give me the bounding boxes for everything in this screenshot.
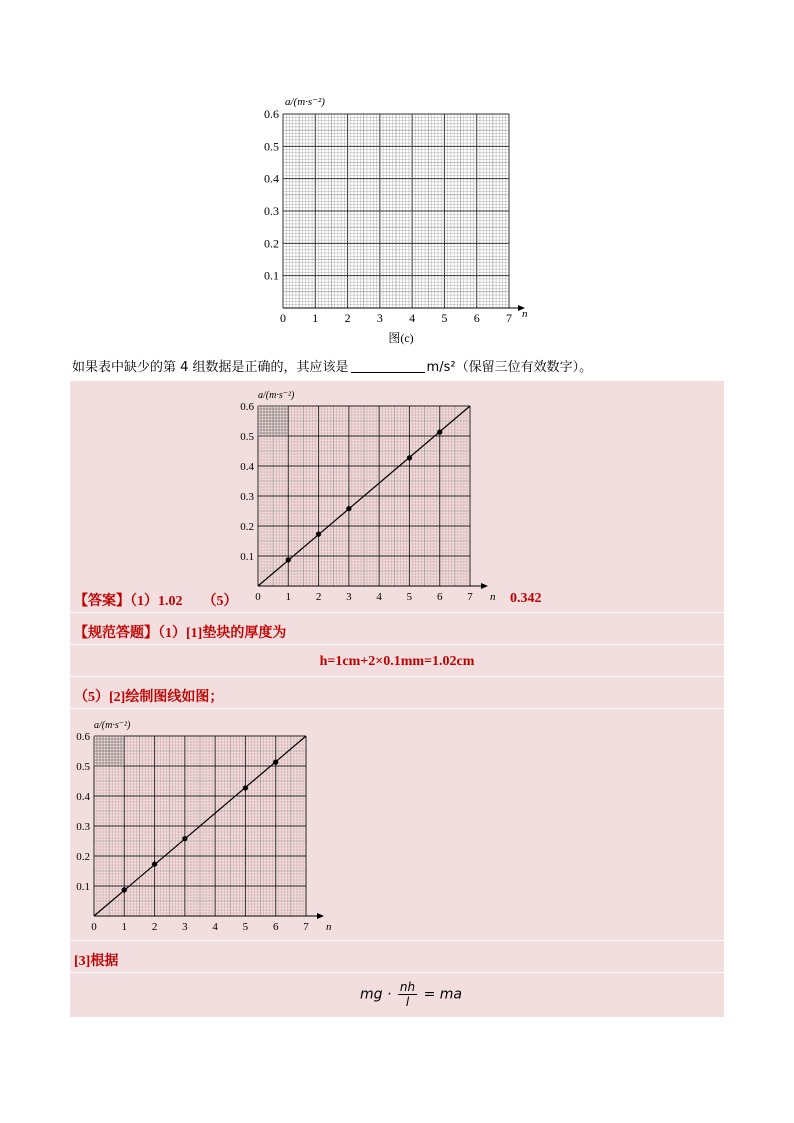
y-tick-label: 0.1 xyxy=(264,268,279,283)
figure-c-grid xyxy=(283,114,525,311)
x-tick-label: 0 xyxy=(91,921,97,933)
equation-thickness-text: h=1cm+2×0.1mm=1.02cm xyxy=(319,654,475,669)
x-tick-label: 2 xyxy=(344,311,351,325)
y-tick-label: 0.6 xyxy=(264,107,279,121)
y-tick-label: 0.1 xyxy=(76,881,90,893)
grid-patch xyxy=(258,406,288,436)
eq2-fraction xyxy=(398,980,417,1009)
y-tick-label: 0.6 xyxy=(240,401,254,413)
row-divider xyxy=(70,676,724,677)
x-tick-label: 6 xyxy=(436,591,443,603)
row-divider xyxy=(70,708,724,709)
equation-thickness xyxy=(70,654,724,670)
solution-line3: [3]根据 xyxy=(74,954,119,969)
data-point xyxy=(286,557,291,562)
x-tick-label: 1 xyxy=(312,311,319,325)
row-divider xyxy=(70,612,724,613)
x-tick-label: 7 xyxy=(467,591,473,603)
question-suffix: m/s²（保留三位有效数字）。 xyxy=(426,360,593,375)
x-tick-label: 5 xyxy=(242,921,249,933)
data-point xyxy=(273,760,278,765)
answer-value: 0.342 xyxy=(510,591,542,606)
solution-line2: （5）[2]绘制图线如图； xyxy=(74,690,224,705)
x-tick-label: 1 xyxy=(285,591,292,603)
answer-part1: （1）1.02 xyxy=(130,594,183,609)
x-tick-label: 4 xyxy=(376,591,382,603)
figure-c-y-axis-label: a/(m·s⁻²) xyxy=(285,96,325,108)
answer-blank xyxy=(351,359,425,373)
solution-step1: （1）[1]垫块的厚度为 xyxy=(158,626,287,641)
equation-newton xyxy=(360,980,462,1009)
y-tick-label: 0.4 xyxy=(76,791,90,803)
x-tick-label: 4 xyxy=(212,921,218,933)
x-tick-label: 6 xyxy=(473,311,480,325)
data-point xyxy=(407,455,412,460)
solution-tag: 【规范答题】 xyxy=(74,626,158,641)
x-tick-label: 5 xyxy=(441,311,448,325)
answer-line xyxy=(74,590,238,610)
eq2-numerator: nh xyxy=(399,980,416,994)
data-point xyxy=(152,862,157,867)
figure-c-chart xyxy=(255,92,535,350)
answer-part5: （5） xyxy=(202,594,238,609)
y-tick-label: 0.4 xyxy=(240,461,254,473)
grid-patch xyxy=(94,736,124,766)
x-tick-label: 0 xyxy=(280,311,286,325)
answer-tag: 【答案】 xyxy=(74,594,130,609)
x-tick-label: 7 xyxy=(303,921,309,933)
eq2-denominator: l xyxy=(405,995,410,1009)
y-tick-label: 0.2 xyxy=(76,851,90,863)
x-tick-label: 7 xyxy=(506,311,512,325)
x-tick-label: 0 xyxy=(255,591,261,603)
y-tick-label: 0.3 xyxy=(240,491,254,503)
answer-chart xyxy=(230,384,500,604)
x-tick-label: 3 xyxy=(346,591,352,603)
x-tick-label: 6 xyxy=(272,921,279,933)
data-point xyxy=(437,430,442,435)
x-axis-label: n xyxy=(326,921,332,933)
x-tick-label: 5 xyxy=(406,591,413,603)
solution-chart xyxy=(66,714,336,934)
row-divider xyxy=(70,940,724,941)
solution-line1 xyxy=(74,622,286,642)
row-divider xyxy=(70,972,724,973)
y-tick-label: 0.5 xyxy=(76,761,90,773)
y-tick-label: 0.3 xyxy=(76,821,90,833)
x-tick-label: 2 xyxy=(151,921,158,933)
data-point xyxy=(243,785,248,790)
y-tick-label: 0.5 xyxy=(264,139,279,154)
figure-c-x-axis-label: n xyxy=(522,308,528,320)
x-axis-label: n xyxy=(490,591,496,603)
y-tick-label: 0.2 xyxy=(264,236,279,251)
question-text xyxy=(72,356,592,375)
y-tick-label: 0.5 xyxy=(240,431,254,443)
data-point xyxy=(122,887,127,892)
eq2-left: mg · xyxy=(360,986,392,1003)
y-tick-label: 0.3 xyxy=(264,204,279,218)
x-tick-label: 1 xyxy=(121,921,128,933)
data-point xyxy=(182,836,187,841)
y-tick-label: 0.1 xyxy=(240,551,254,563)
y-tick-label: 0.6 xyxy=(76,731,90,743)
y-axis-label: a/(m·s⁻²) xyxy=(94,720,131,731)
data-point xyxy=(346,506,351,511)
y-tick-label: 0.2 xyxy=(240,521,254,533)
x-tick-label: 4 xyxy=(409,311,416,325)
eq2-right: = ma xyxy=(423,986,462,1003)
question-prefix: 如果表中缺少的第 4 组数据是正确的，其应该是 xyxy=(72,360,349,375)
y-axis-label: a/(m·s⁻²) xyxy=(258,390,295,401)
y-tick-label: 0.4 xyxy=(264,171,279,186)
x-tick-label: 3 xyxy=(182,921,188,933)
row-divider xyxy=(70,644,724,645)
data-point xyxy=(316,532,321,537)
figure-c-caption: 图(c) xyxy=(388,331,414,345)
x-tick-label: 3 xyxy=(376,311,383,325)
x-tick-label: 2 xyxy=(315,591,322,603)
